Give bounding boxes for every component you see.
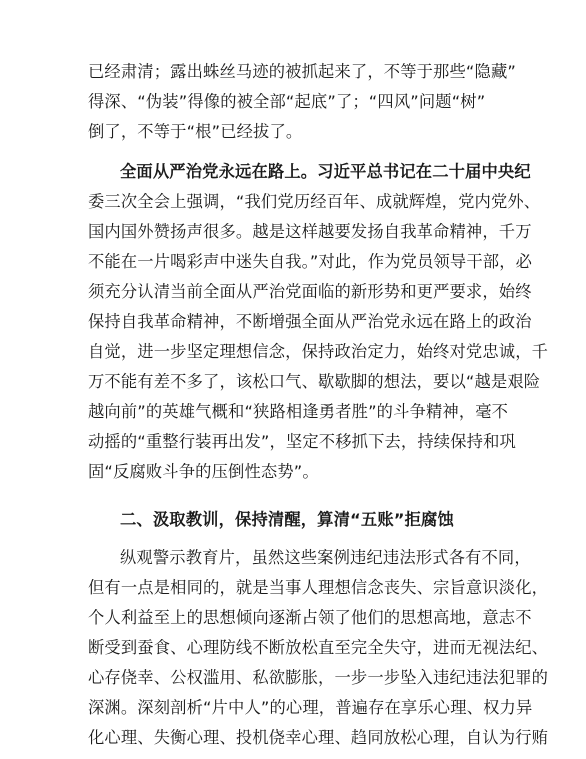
text-line: 保持自我革命精神，不断增强全面从严治党永远在路上的政治: [88, 312, 532, 331]
text-line: 个人利益至上的思想倾向逐渐占领了他们的思想高地，意志不: [88, 608, 532, 627]
text-line: 万不能有差不多了，该松口气、歇歇脚的想法，要以“越是艰险: [88, 372, 541, 391]
text-line: 国内国外赞扬声很多。越是这样越要发扬自我革命精神，千万: [88, 222, 532, 241]
text-line: 固“反腐败斗争的压倒性态势”。: [88, 462, 319, 481]
text-line: 须充分认清当前全面从严治党面临的新形势和更严要求，始终: [88, 282, 532, 301]
text-line: 委三次全会上强调，“我们党历经百年、成就辉煌，党内党外、: [88, 192, 541, 211]
text-line: 动摇的“重整行装再出发”，坚定不移抓下去，持续保持和巩: [88, 432, 516, 451]
text-line: 深渊。深刻剖析“片中人”的心理，普遍存在享乐心理、权力异: [88, 698, 533, 717]
section-heading: 二、汲取教训，保持清醒，算清“五账”拒腐蚀: [120, 510, 454, 529]
text-line: 越向前”的英雄气概和“狭路相逢勇者胜”的斗争精神，毫不: [88, 402, 509, 421]
text-line: 倒了，不等于“根”已经拔了。: [88, 122, 303, 141]
text-line: 化心理、失衡心理、投机侥幸心理、趋同放松心理，自认为行贿: [88, 728, 549, 747]
text-line: 心存侥幸、公权滥用、私欲膨胀，一步一步坠入违纪违法犯罪的: [88, 668, 549, 687]
paragraph-lead-line: 全面从严治党永远在路上。习近平总书记在二十届中央纪: [120, 162, 531, 181]
text-line: 但有一点是相同的，就是当事人理想信念丧失、宗旨意识淡化，: [88, 578, 549, 597]
text-line: 纵观警示教育片，虽然这些案例违纪违法形式各有不同，: [120, 548, 531, 567]
text-line: 得深、“伪装”得像的被全部“起底”了；“四风”问题“树”: [88, 92, 486, 111]
text-line: 不能在一片喝彩声中迷失自我。”对此，作为党员领导干部，必: [88, 252, 533, 271]
text-line: 自觉，进一步坚定理想信念，保持政治定力，始终对党忠诚，千: [88, 342, 549, 361]
text-line: 断受到蚕食、心理防线不断放松直至完全失守，进而无视法纪、: [88, 638, 549, 657]
text-line: 已经肃清；露出蛛丝马迹的被抓起来了，不等于那些“隐藏”: [88, 62, 516, 81]
